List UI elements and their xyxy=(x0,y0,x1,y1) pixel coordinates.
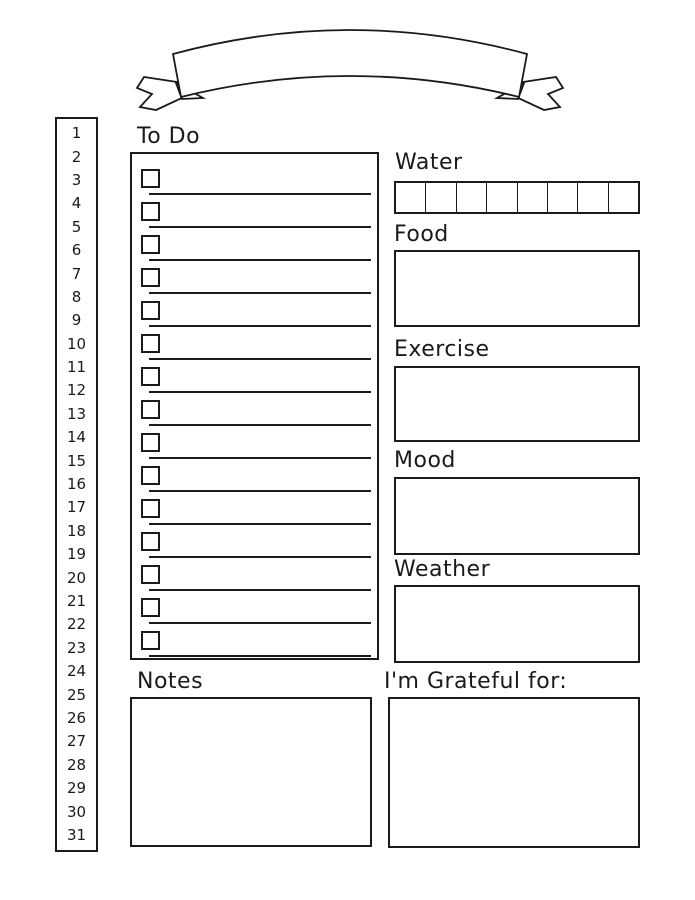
todo-checkbox[interactable] xyxy=(141,532,160,551)
grateful-label: I'm Grateful for: xyxy=(384,669,568,694)
mood-label: Mood xyxy=(394,448,456,473)
ribbon-left-tail xyxy=(137,77,184,110)
todo-row xyxy=(132,230,377,263)
day-number: 10 xyxy=(66,334,87,353)
water-tracker-cell[interactable] xyxy=(577,183,607,212)
todo-row xyxy=(132,329,377,362)
water-tracker-cell[interactable] xyxy=(456,183,486,212)
weather-label: Weather xyxy=(394,557,491,582)
todo-writing-line xyxy=(149,490,371,492)
day-number: 19 xyxy=(66,545,87,564)
todo-writing-line xyxy=(149,655,371,657)
todo-row xyxy=(132,461,377,494)
weather-box[interactable] xyxy=(394,585,640,663)
todo-row xyxy=(132,593,377,626)
notes-label: Notes xyxy=(137,669,204,694)
day-number: 21 xyxy=(66,592,87,610)
notes-box[interactable] xyxy=(130,697,372,847)
todo-writing-line xyxy=(149,358,371,360)
todo-checkbox[interactable] xyxy=(141,235,160,254)
todo-row xyxy=(132,197,377,230)
todo-row xyxy=(132,527,377,560)
day-number: 28 xyxy=(66,755,87,774)
day-number: 11 xyxy=(66,358,87,377)
todo-row xyxy=(132,164,377,197)
todo-checkbox[interactable] xyxy=(141,400,160,419)
day-number: 9 xyxy=(71,311,82,330)
day-number: 2 xyxy=(71,147,82,166)
day-number: 3 xyxy=(71,170,82,189)
water-tracker-cell[interactable] xyxy=(486,183,516,212)
day-number: 1 xyxy=(71,124,82,143)
exercise-label: Exercise xyxy=(394,337,490,362)
day-number: 7 xyxy=(71,264,82,283)
day-number: 5 xyxy=(71,217,82,236)
ribbon-right-tail xyxy=(516,77,563,110)
day-number: 8 xyxy=(71,287,82,306)
todo-writing-line xyxy=(149,193,371,195)
day-number: 24 xyxy=(66,662,87,681)
todo-writing-line xyxy=(149,226,371,228)
todo-box xyxy=(130,152,379,660)
todo-row xyxy=(132,626,377,659)
todo-checkbox[interactable] xyxy=(141,565,160,584)
exercise-box[interactable] xyxy=(394,366,640,442)
day-number: 31 xyxy=(66,825,87,844)
todo-row xyxy=(132,494,377,527)
ribbon-band xyxy=(173,30,527,97)
todo-checkbox[interactable] xyxy=(141,268,160,287)
day-number: 16 xyxy=(66,475,87,494)
day-number: 14 xyxy=(66,428,87,447)
todo-row xyxy=(132,362,377,395)
water-tracker-cell[interactable] xyxy=(608,183,638,212)
water-tracker-cell[interactable] xyxy=(547,183,577,212)
todo-label: To Do xyxy=(137,124,201,149)
water-label: Water xyxy=(395,150,463,175)
day-number: 13 xyxy=(66,404,87,423)
todo-writing-line xyxy=(149,391,371,393)
todo-checkbox[interactable] xyxy=(141,466,160,485)
day-number: 12 xyxy=(66,381,87,400)
day-number: 17 xyxy=(66,498,87,517)
day-number: 25 xyxy=(66,685,87,704)
day-number: 6 xyxy=(71,241,82,260)
todo-writing-line xyxy=(149,457,371,459)
date-column xyxy=(55,117,98,852)
todo-writing-line xyxy=(149,523,371,525)
todo-checkbox[interactable] xyxy=(141,169,160,188)
day-number: 27 xyxy=(66,732,87,751)
day-number: 26 xyxy=(66,708,87,727)
day-number: 29 xyxy=(66,779,87,798)
todo-writing-line xyxy=(149,622,371,624)
water-tracker xyxy=(394,181,640,214)
todo-writing-line xyxy=(149,556,371,558)
day-number: 4 xyxy=(71,194,82,213)
day-number: 20 xyxy=(66,568,87,587)
todo-writing-line xyxy=(149,424,371,426)
todo-checkbox[interactable] xyxy=(141,367,160,386)
day-number: 15 xyxy=(66,451,87,470)
todo-checkbox[interactable] xyxy=(141,631,160,650)
day-number: 23 xyxy=(66,638,87,657)
grateful-box[interactable] xyxy=(388,697,640,848)
todo-checkbox[interactable] xyxy=(141,598,160,617)
todo-row xyxy=(132,395,377,428)
todo-row xyxy=(132,263,377,296)
todo-checkbox[interactable] xyxy=(141,202,160,221)
todo-checkbox[interactable] xyxy=(141,334,160,353)
todo-writing-line xyxy=(149,325,371,327)
food-label: Food xyxy=(394,222,449,247)
day-number: 18 xyxy=(66,521,87,540)
day-number: 30 xyxy=(66,802,87,821)
todo-row xyxy=(132,560,377,593)
title-ribbon-banner xyxy=(0,0,695,130)
food-box[interactable] xyxy=(394,250,640,327)
todo-checkbox[interactable] xyxy=(141,499,160,518)
todo-checkbox[interactable] xyxy=(141,433,160,452)
water-tracker-cell[interactable] xyxy=(425,183,455,212)
todo-row xyxy=(132,296,377,329)
day-number: 22 xyxy=(66,615,87,634)
todo-writing-line xyxy=(149,589,371,591)
todo-writing-line xyxy=(149,259,371,261)
todo-row xyxy=(132,428,377,461)
todo-writing-line xyxy=(149,292,371,294)
todo-checkbox[interactable] xyxy=(141,301,160,320)
water-tracker-cell[interactable] xyxy=(517,183,547,212)
water-tracker-cell[interactable] xyxy=(396,183,425,212)
mood-box[interactable] xyxy=(394,477,640,555)
